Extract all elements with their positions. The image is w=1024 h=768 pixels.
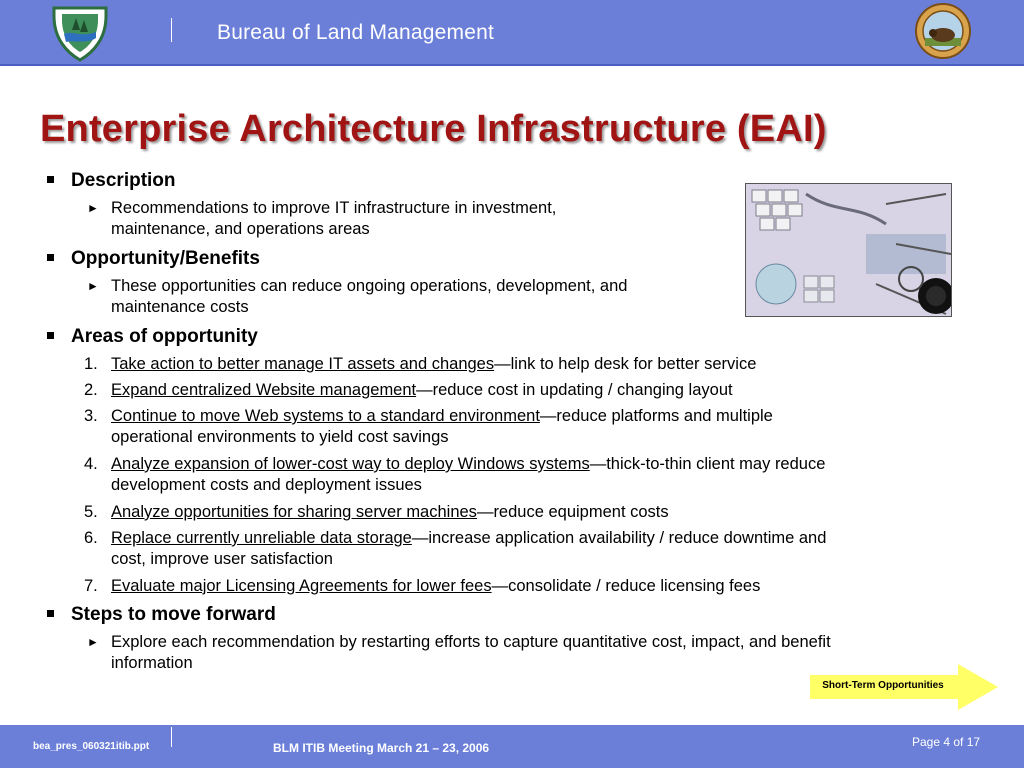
keyboard-illustration-icon — [746, 184, 952, 317]
area-link-4[interactable]: Analyze expansion of lower-cost way to deploy Windows systems — [111, 455, 590, 473]
area-text-cont: development costs and deployment issues — [111, 476, 422, 494]
footer-divider — [171, 727, 172, 747]
page-number: Page 4 of 17 — [912, 735, 981, 749]
area-number: 2. — [84, 381, 98, 399]
area-number: 3. — [84, 407, 98, 425]
footer-filename: bea_pres_060321itib.ppt — [33, 741, 150, 752]
footer-band — [0, 725, 1024, 768]
area-text-cont: operational environments to yield cost savings — [111, 428, 449, 446]
bullet-steps — [71, 604, 276, 626]
area-text: —reduce cost in updating / changing layout — [416, 381, 733, 399]
triangle-bullet-icon: ► — [87, 201, 99, 215]
doi-seal-icon — [914, 2, 972, 60]
area-link-7[interactable]: Evaluate major Licensing Agreements for lower fees — [111, 577, 492, 595]
description-heading: Description — [71, 170, 176, 191]
area-item-6 — [84, 528, 827, 570]
area-number: 6. — [84, 529, 98, 547]
area-text-cont: cost, improve user satisfaction — [111, 550, 333, 568]
area-text: —consolidate / reduce licensing fees — [491, 577, 761, 595]
opportunity-line-1: These opportunities can reduce ongoing operations, development, and — [111, 277, 628, 295]
area-number: 7. — [84, 577, 98, 595]
area-text: —reduce equipment costs — [476, 503, 669, 521]
area-link-5[interactable]: Analyze opportunities for sharing server machines — [111, 503, 477, 521]
callout-label: Short-Term Opportunities — [822, 680, 944, 691]
area-text: —increase application availability / reduce downtime and — [411, 529, 827, 547]
description-item — [87, 198, 557, 240]
square-bullet-icon — [47, 254, 54, 261]
opportunity-line-2: maintenance costs — [111, 298, 249, 316]
bullet-opportunity — [71, 248, 260, 270]
area-number: 1. — [84, 355, 98, 373]
bullet-description — [71, 170, 176, 192]
square-bullet-icon — [47, 176, 54, 183]
area-item-2 — [84, 380, 733, 401]
square-bullet-icon — [47, 332, 54, 339]
area-link-2[interactable]: Expand centralized Website management — [111, 381, 417, 399]
area-item-1 — [84, 354, 757, 375]
header-divider — [171, 18, 172, 42]
area-text: —reduce platforms and multiple — [539, 407, 773, 425]
area-link-3[interactable]: Continue to move Web systems to a standard environment — [111, 407, 540, 425]
description-line-2: maintenance, and operations areas — [111, 220, 370, 238]
steps-item — [87, 632, 831, 674]
steps-heading: Steps to move forward — [71, 604, 276, 625]
square-bullet-icon — [47, 610, 54, 617]
area-link-6[interactable]: Replace currently unreliable data storage — [111, 529, 412, 547]
area-link-1[interactable]: Take action to better manage IT assets and changes — [111, 355, 495, 373]
area-number: 4. — [84, 455, 98, 473]
bullet-areas — [71, 326, 258, 348]
area-item-3 — [84, 406, 773, 448]
steps-line-1: Explore each recommendation by restarting efforts to capture quantitative cost, impact, and benefit — [111, 633, 831, 651]
description-line-1: Recommendations to improve IT infrastructure in investment, — [111, 199, 557, 217]
areas-heading: Areas of opportunity — [71, 326, 258, 347]
area-item-5 — [84, 502, 669, 523]
slide-title: Enterprise Architecture Infrastructure (EAI) — [40, 108, 827, 150]
area-text: —link to help desk for better service — [494, 355, 757, 373]
area-item-7 — [84, 576, 761, 597]
keyboard-photo — [745, 183, 952, 317]
triangle-bullet-icon: ► — [87, 635, 99, 649]
org-title: Bureau of Land Management — [217, 21, 495, 44]
header-band — [0, 0, 1024, 66]
steps-line-2: information — [111, 654, 193, 672]
footer-meeting: BLM ITIB Meeting March 21 – 23, 2006 — [273, 741, 490, 755]
opportunity-heading: Opportunity/Benefits — [71, 248, 260, 269]
blm-shield-icon — [50, 4, 110, 62]
area-number: 5. — [84, 503, 98, 521]
area-text: —thick-to-thin client may reduce — [589, 455, 826, 473]
triangle-bullet-icon: ► — [87, 279, 99, 293]
opportunity-item — [87, 276, 628, 318]
area-item-4 — [84, 454, 826, 496]
